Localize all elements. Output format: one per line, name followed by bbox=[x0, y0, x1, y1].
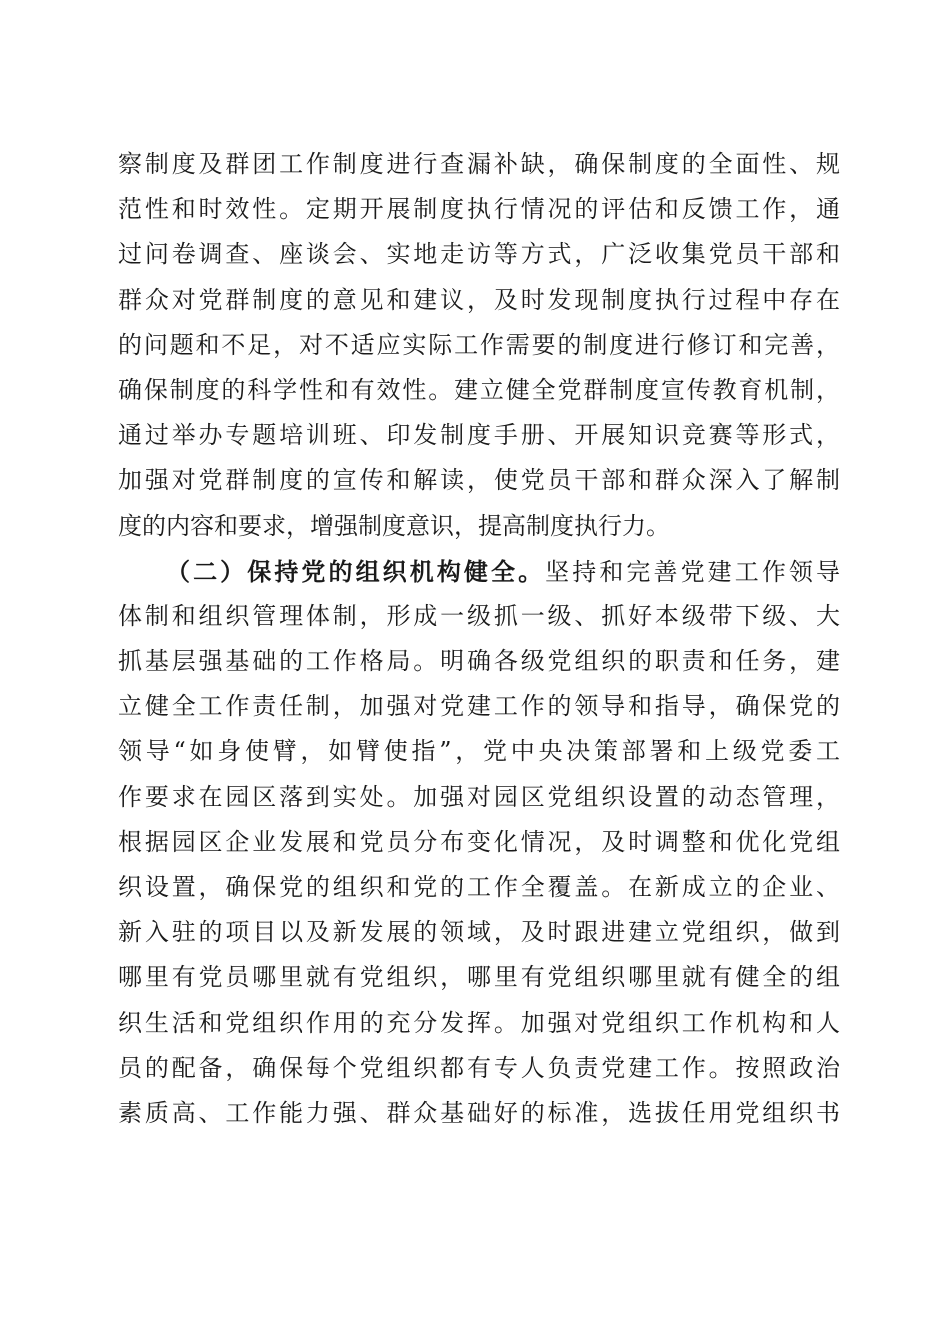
text-line: 通过举办专题培训班、印发制度手册、开展知识竞赛等形式， bbox=[118, 421, 840, 450]
text-line: 根据园区企业发展和党员分布变化情况，及时调整和优化党组 bbox=[118, 827, 840, 856]
text-line: 新入驻的项目以及新发展的领域，及时跟进建立党组织，做到 bbox=[118, 918, 840, 947]
text-line: 确保制度的科学性和有效性。建立健全党群制度宣传教育机制， bbox=[118, 375, 840, 404]
section-heading: （二）保持党的组织机构健全。 bbox=[166, 556, 546, 586]
text-run: 坚持和完善党建工作领导 bbox=[545, 557, 840, 586]
text-line: 体制和组织管理体制，形成一级抓一级、抓好本级带下级、大 bbox=[118, 601, 840, 630]
text-line: 度的内容和要求，增强制度意识，提高制度执行力。 bbox=[118, 511, 670, 540]
text-line: 哪里有党员哪里就有党组织，哪里有党组织哪里就有健全的组 bbox=[118, 963, 840, 992]
text-line: 织生活和党组织作用的充分发挥。加强对党组织工作机构和人 bbox=[118, 1008, 840, 1037]
document-body bbox=[118, 142, 840, 1136]
text-line: 立健全工作责任制，加强对党建工作的领导和指导，确保党的 bbox=[118, 692, 840, 721]
text-line: 察制度及群团工作制度进行查漏补缺，确保制度的全面性、规 bbox=[118, 150, 840, 178]
text-line: 员的配备，确保每个党组织都有专人负责党建工作。按照政治 bbox=[118, 1053, 840, 1082]
text-line: 群众对党群制度的意见和建议，及时发现制度执行过程中存在 bbox=[118, 285, 840, 314]
text-line: 过问卷调查、座谈会、实地走访等方式，广泛收集党员干部和 bbox=[118, 240, 840, 269]
text-line: 领导“如身使臂，如臂使指”，党中央决策部署和上级党委工 bbox=[118, 737, 840, 766]
text-line: 素质高、工作能力强、群众基础好的标准，选拔任用党组织书 bbox=[118, 1098, 840, 1127]
text-line: 作要求在园区落到实处。加强对园区党组织设置的动态管理， bbox=[118, 782, 840, 811]
text-line: 织设置，确保党的组织和党的工作全覆盖。在新成立的企业、 bbox=[118, 873, 840, 901]
text-line: 抓基层强基础的工作格局。明确各级党组织的职责和任务，建 bbox=[118, 647, 840, 676]
text-line: 加强对党群制度的宣传和解读，使党员干部和群众深入了解制 bbox=[118, 466, 840, 495]
text-line: 范性和时效性。定期开展制度执行情况的评估和反馈工作，通 bbox=[118, 195, 840, 224]
paragraph-2 bbox=[118, 549, 840, 1136]
text-line: 的问题和不足，对不适应实际工作需要的制度进行修订和完善， bbox=[118, 330, 840, 359]
text-line-first bbox=[118, 549, 840, 594]
paragraph-1 bbox=[118, 142, 840, 549]
